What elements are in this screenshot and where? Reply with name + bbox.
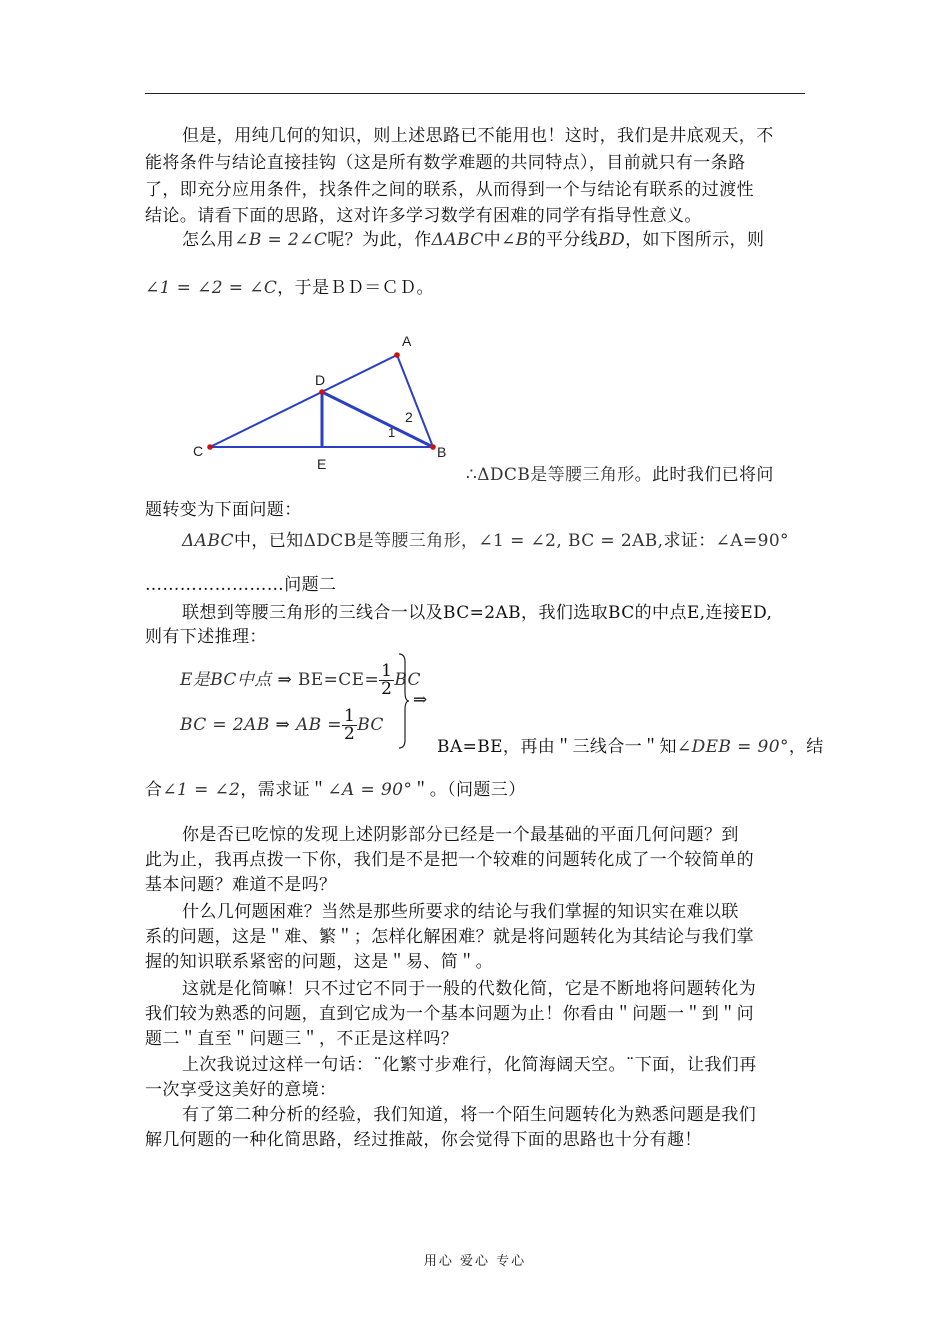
label-a: A bbox=[402, 333, 412, 349]
conclusion-text-4: ，需求证＂ bbox=[240, 780, 328, 800]
conclusion-text-2: ，结 bbox=[788, 737, 824, 757]
how-text-3: 中 bbox=[483, 230, 502, 250]
how-text-1: 怎么用 bbox=[182, 230, 235, 250]
reasoning-implies: ⇒ bbox=[413, 690, 428, 710]
label-d: D bbox=[315, 372, 326, 388]
point-d bbox=[319, 389, 325, 395]
math-angles-equal: ∠1 = ∠2 = ∠C bbox=[145, 278, 278, 298]
reason-1-bc: BC bbox=[394, 670, 421, 690]
reason-2-premise: BC = 2AB bbox=[180, 715, 270, 735]
p5-line-1: 这就是化简嘛！只不过它不同于一般的代数化简，它是不断地将问题转化为 bbox=[182, 979, 757, 999]
conclusion-text-3: 合 bbox=[145, 780, 163, 800]
reasoning-row-1 bbox=[180, 660, 421, 700]
brace-path bbox=[399, 654, 409, 748]
p1-line-1: 但是，用纯几何的知识，则上述思路已不能用也！这时，我们是井底观天，不 bbox=[182, 126, 774, 146]
p5-line-2: 我们较为熟悉的问题，直到它成为一个基本问题为止！你看由＂问题一＂到＂问 bbox=[145, 1004, 754, 1024]
reason-2-num: 1 bbox=[343, 706, 356, 726]
p2-line-1: 联想到等腰三角形的三线合一以及BC=2AB，我们选取BC的中点E,连接ED, bbox=[182, 603, 773, 623]
how-text-2: 呢？为此，作 bbox=[327, 230, 432, 250]
problem2-line bbox=[182, 531, 789, 551]
angles-line bbox=[145, 278, 434, 298]
after-figure-line-2: 题转变为下面问题： bbox=[145, 500, 302, 520]
conclusion-text-5: ＂。（问题三） bbox=[412, 780, 526, 800]
math-triangle-abc: ΔABC bbox=[431, 230, 484, 250]
triangle-figure bbox=[185, 325, 455, 475]
problem2-label: ……………………问题二 bbox=[145, 575, 337, 595]
math-dcb-isosceles: ∴ΔDCB是等腰三角形 bbox=[466, 465, 635, 485]
p1-line-4: 结论。请看下面的思路，这对许多学习数学有困难的同学有指导性意义。 bbox=[145, 206, 702, 226]
point-c bbox=[207, 444, 213, 450]
math-bd: BD bbox=[598, 230, 626, 250]
reason-1-half bbox=[379, 663, 394, 698]
p3-line-3: 基本问题？难道不是吗？ bbox=[145, 875, 337, 895]
p3-line-2: 此为止，我再点拨一下你，我们是不是把一个较难的问题转化成了一个较简单的 bbox=[145, 850, 754, 870]
label-c: C bbox=[193, 443, 204, 459]
reason-1-arrow: ⇒ bbox=[277, 670, 293, 690]
p7-line-1: 有了第二种分析的经验，我们知道，将一个陌生问题转化为熟悉问题是我们 bbox=[182, 1105, 757, 1125]
reasoning-brace bbox=[397, 652, 411, 750]
math-angle-1-2: ∠1 = ∠2 bbox=[162, 780, 241, 800]
p3-line-1: 你是否已吃惊的发现上述阴影部分已经是一个最基础的平面几何问题？到 bbox=[182, 825, 739, 845]
after-figure-line bbox=[466, 465, 774, 485]
label-angle-1: 1 bbox=[388, 425, 396, 440]
header-rule bbox=[145, 93, 805, 94]
reason-1-be-ce: BE=CE= bbox=[297, 670, 380, 690]
label-e: E bbox=[317, 456, 327, 472]
label-b: B bbox=[437, 444, 447, 460]
math-angle-b-2c: ∠B = 2∠C bbox=[234, 230, 328, 250]
math-abc: ΔABC bbox=[182, 531, 234, 551]
point-a bbox=[394, 352, 400, 358]
p1-line-3: 了，即充分应用条件，找条件之间的联系，从而得到一个与结论有联系的过渡性 bbox=[145, 180, 754, 200]
p4-line-1: 什么几何题困难？当然是那些所要求的结论与我们掌握的知识实在难以联 bbox=[182, 902, 739, 922]
problem2-text-2: 求证： bbox=[663, 531, 716, 551]
p4-line-3: 握的知识联系紧密的问题，这是＂易、简＂。 bbox=[145, 952, 493, 972]
reason-1-num: 1 bbox=[381, 661, 393, 681]
math-angle-a-90: ∠A=90° bbox=[715, 531, 789, 551]
p6-line-2: 一次享受这美好的意境： bbox=[145, 1080, 337, 1100]
math-angle-deb: ∠DEB = 90° bbox=[676, 737, 789, 757]
label-angle-2: 2 bbox=[405, 409, 413, 425]
angles-text: ，于是ＢＤ＝ＣＤ。 bbox=[277, 278, 434, 298]
page-footer: 用心 爱心 专心 bbox=[423, 1254, 527, 1269]
how-line bbox=[182, 230, 764, 250]
reason-2-arrow: ⇒ bbox=[275, 715, 291, 735]
reason-2-bc: BC bbox=[357, 715, 384, 735]
p5-line-3: 题二＂直至＂问题三＂，不正是这样吗？ bbox=[145, 1029, 459, 1049]
segment-db bbox=[322, 392, 433, 447]
reason-1-premise: E是BC中点 bbox=[180, 670, 272, 690]
math-angle-b: ∠B bbox=[501, 230, 529, 250]
p1-line-2: 能将条件与结论直接挂钩（这是所有数学难题的共同特点），目前就只有一条路 bbox=[145, 153, 746, 173]
problem2-text-1: 中，已知 bbox=[233, 531, 304, 551]
reason-2-half bbox=[342, 708, 357, 743]
how-text-4: 的平分线 bbox=[528, 230, 599, 250]
conclusion-text-1: BA=BE，再由＂三线合一＂知 bbox=[437, 737, 677, 757]
conclusion-line-1 bbox=[437, 737, 824, 757]
reasoning-row-2 bbox=[180, 705, 384, 745]
segment-ca bbox=[210, 355, 397, 447]
p4-line-2: 系的问题，这是＂难、繁＂；怎样化解困难？就是将问题转化为其结论与我们掌 bbox=[145, 927, 754, 947]
point-b bbox=[430, 444, 436, 450]
p7-line-2: 解几何题的一种化简思路，经过推敲，你会觉得下面的思路也十分有趣！ bbox=[145, 1130, 702, 1150]
math-problem2-conditions: ΔDCB是等腰三角形，∠1 = ∠2, BC = 2AB, bbox=[303, 531, 664, 551]
reason-2-den: 2 bbox=[343, 724, 356, 744]
p2-line-2: 则有下述推理： bbox=[145, 627, 267, 647]
conclusion-line-2 bbox=[145, 780, 526, 800]
reason-1-den: 2 bbox=[381, 679, 393, 699]
how-text-5: ，如下图所示，则 bbox=[625, 230, 765, 250]
reason-2-ab: AB = bbox=[295, 715, 342, 735]
p6-line-1: 上次我说过这样一句话：¨化繁寸步难行，化简海阔天空。¨下面，让我们再 bbox=[182, 1055, 757, 1075]
after-figure-text: 。此时我们已将问 bbox=[634, 465, 774, 485]
math-angle-a-90-2: ∠A = 90° bbox=[327, 780, 413, 800]
